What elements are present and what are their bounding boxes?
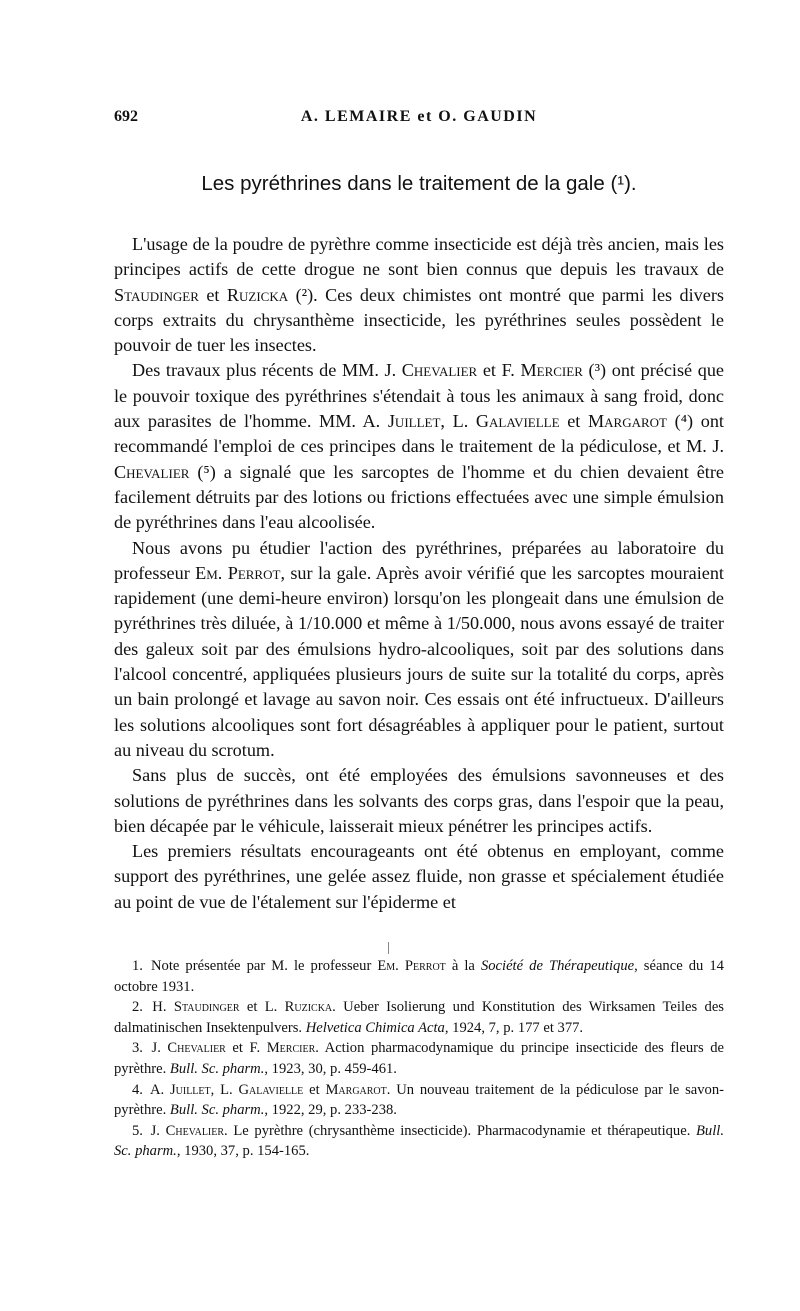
- footnote-number: 2.: [132, 999, 143, 1016]
- footnotes: [114, 956, 724, 1162]
- text-run: , séance du 14 octobre 1931.: [114, 958, 724, 995]
- footnote-number: 5.: [132, 1122, 143, 1139]
- italic-title: Bull. Sc. pharm.: [169, 1102, 265, 1119]
- text-run: et F.: [225, 1040, 267, 1057]
- header-authors: A. LEMAIRE et O. GAUDIN: [300, 108, 538, 125]
- footnote: [114, 1121, 724, 1162]
- author-name: Chevalier: [114, 461, 190, 482]
- paragraph: Sans plus de succès, ont été employées des émulsions savonneuses et des solutions de pyréthrines dans les solvants des corps gras, dans l'espoir que la peau, bien décapée par le véhicule, laisserait mieux pénétrer les principes actifs.: [114, 765, 724, 836]
- text-run: à la: [445, 958, 481, 974]
- author-name: Galavielle: [475, 411, 560, 432]
- text-run: , 1922, 29, p. 233-238.: [264, 1102, 397, 1119]
- author-name: Mercier: [520, 360, 583, 381]
- text-run: et F.: [477, 360, 521, 381]
- text-run: . Un nouveau traitement de la pédiculose par le savon-pyrèthre.: [114, 1081, 724, 1119]
- text-run: Note présentée par M. le professeur: [144, 958, 378, 974]
- footnote-ref: (³): [588, 360, 607, 381]
- text-run: , L.: [440, 411, 476, 432]
- article-title-text: Les pyréthrines dans le traitement de la gale: [201, 172, 605, 195]
- text-run: J.: [144, 1122, 166, 1139]
- text-run: et: [559, 411, 588, 432]
- article-title: [114, 172, 724, 196]
- footnote-divider: [388, 942, 389, 954]
- title-footnote-ref: (¹).: [610, 172, 637, 195]
- text-run: et: [303, 1081, 326, 1098]
- text-run: ont précisé que le pouvoir toxique des pyréthrines s'étendait à tous les animaux à sang froid, donc aux parasites de l'homme. MM. A.: [114, 360, 724, 432]
- text-run: . Ces deux chimistes ont montré que parmi les divers corps extraits du chrysanthème insecticide, les pyréthrines seules possèdent le pouvoir de tuer les insectes.: [114, 284, 724, 356]
- italic-title: Bull. Sc. pharm.: [169, 1060, 265, 1077]
- author-name: Juillet: [169, 1081, 211, 1098]
- author-name: Ruzicka: [226, 284, 289, 305]
- footnote: [114, 1038, 724, 1079]
- footnote-ref: (²): [295, 284, 314, 305]
- text-run: a signalé que les sarcoptes de l'homme et du chien devaient être facilement détruits par des lotions ou frictions effectuées avec une simple émulsion de pyréthrines dans l'eau alcoolisée.: [114, 461, 724, 533]
- author-name: Margarot: [587, 411, 667, 432]
- author-name: Margarot: [325, 1081, 387, 1098]
- text-run: Des travaux plus récents de MM. J.: [132, 360, 402, 381]
- footnote-ref: (⁴): [674, 411, 694, 432]
- text-run: , sur la gale. Après avoir vérifié que les sarcoptes mouraient rapidement (une demi-heure environ) lorsqu'on les plongeait dans une émulsion de pyréthrines très diluée, à 1/10.000 et même à 1/50.000, nous avons essayé de traiter des galeux soit par des émulsions hydro-alcooliques, soit par des solutions dans l'alcool concentré, appliquées plusieurs jours de suite sur la totalité du corps, après un bain prolongé et lavage au savon noir. Ces essais ont été infructueux. D'ailleurs les solutions alcooliques sont fort désagréables à appliquer pour le patient, surtout au niveau du scrotum.: [114, 562, 724, 760]
- author-name: Chevalier: [401, 360, 478, 381]
- text-run: , 1924, 7, p. 177 et 377.: [444, 1019, 584, 1036]
- text-run: J.: [144, 1040, 168, 1057]
- italic-title: Bull. Sc. pharm.: [114, 1122, 724, 1160]
- paragraph: [114, 358, 724, 535]
- author-name: Juillet: [387, 411, 441, 432]
- paragraph: [114, 232, 724, 358]
- text-run: et: [198, 284, 227, 305]
- text-run: Nous avons pu étudier l'action des pyréthrines, préparées au laboratoire du professeur: [114, 537, 724, 583]
- author-name: Galavielle: [238, 1081, 304, 1098]
- author-name: Chevalier: [167, 1040, 226, 1057]
- italic-title: Helvetica Chimica Acta: [305, 1019, 445, 1036]
- page-number: 692: [114, 108, 138, 125]
- footnote: [114, 997, 724, 1038]
- text-run: et L.: [239, 999, 285, 1016]
- article-body: [114, 232, 724, 915]
- author-name: Chevalier: [165, 1122, 225, 1139]
- paragraph: Les premiers résultats encourageants ont été obtenus en employant, comme support des pyréthrines, une gelée assez fluide, non grasse et spécialement étudiée au point de vue de l'étalement sur l'épiderme et: [114, 841, 724, 912]
- text-run: . Ueber Isolierung und Konstitution des Wirksamen Teiles des dalmatinischen Insektenpulvers.: [114, 999, 724, 1036]
- author-name: Staudinger: [173, 999, 240, 1016]
- running-header: [114, 108, 724, 138]
- footnote: [114, 1080, 724, 1121]
- author-name: Mercier: [266, 1040, 316, 1057]
- footnote: [114, 956, 724, 997]
- text-run: . Le pyrèthre (chrysanthème insecticide). Pharmacodynamie et thérapeutique.: [224, 1122, 697, 1139]
- text-run: . Action pharmacodynamique du principe insecticide des fleurs de pyrèthre.: [114, 1040, 725, 1077]
- text-run: , L.: [210, 1081, 239, 1098]
- paragraph: [114, 536, 724, 764]
- author-name: Em. Perrot: [195, 562, 281, 583]
- author-name: Ruzicka: [284, 999, 333, 1016]
- author-name: Em. Perrot: [377, 958, 446, 974]
- text-run: ont recommandé l'emploi de ces principes dans le traitement de la pédiculose, et M. J.: [114, 411, 724, 457]
- footnote-number: 1.: [132, 958, 143, 974]
- footnote-ref: (⁵): [197, 461, 216, 482]
- author-name: Staudinger: [114, 284, 199, 305]
- text-run: H.: [144, 999, 174, 1016]
- text-run: L'usage de la poudre de pyrèthre comme insecticide est déjà très ancien, mais les principes actifs de cette drogue ne sont bien connus que depuis les travaux de: [114, 234, 724, 280]
- text-run: A.: [144, 1081, 170, 1098]
- footnote-number: 3.: [132, 1040, 143, 1057]
- footnote-number: 4.: [132, 1081, 143, 1098]
- text-run: , 1930, 37, p. 154-165.: [176, 1143, 310, 1160]
- text-run: , 1923, 30, p. 459-461.: [264, 1060, 397, 1077]
- italic-title: Société de Thérapeutique: [480, 958, 635, 974]
